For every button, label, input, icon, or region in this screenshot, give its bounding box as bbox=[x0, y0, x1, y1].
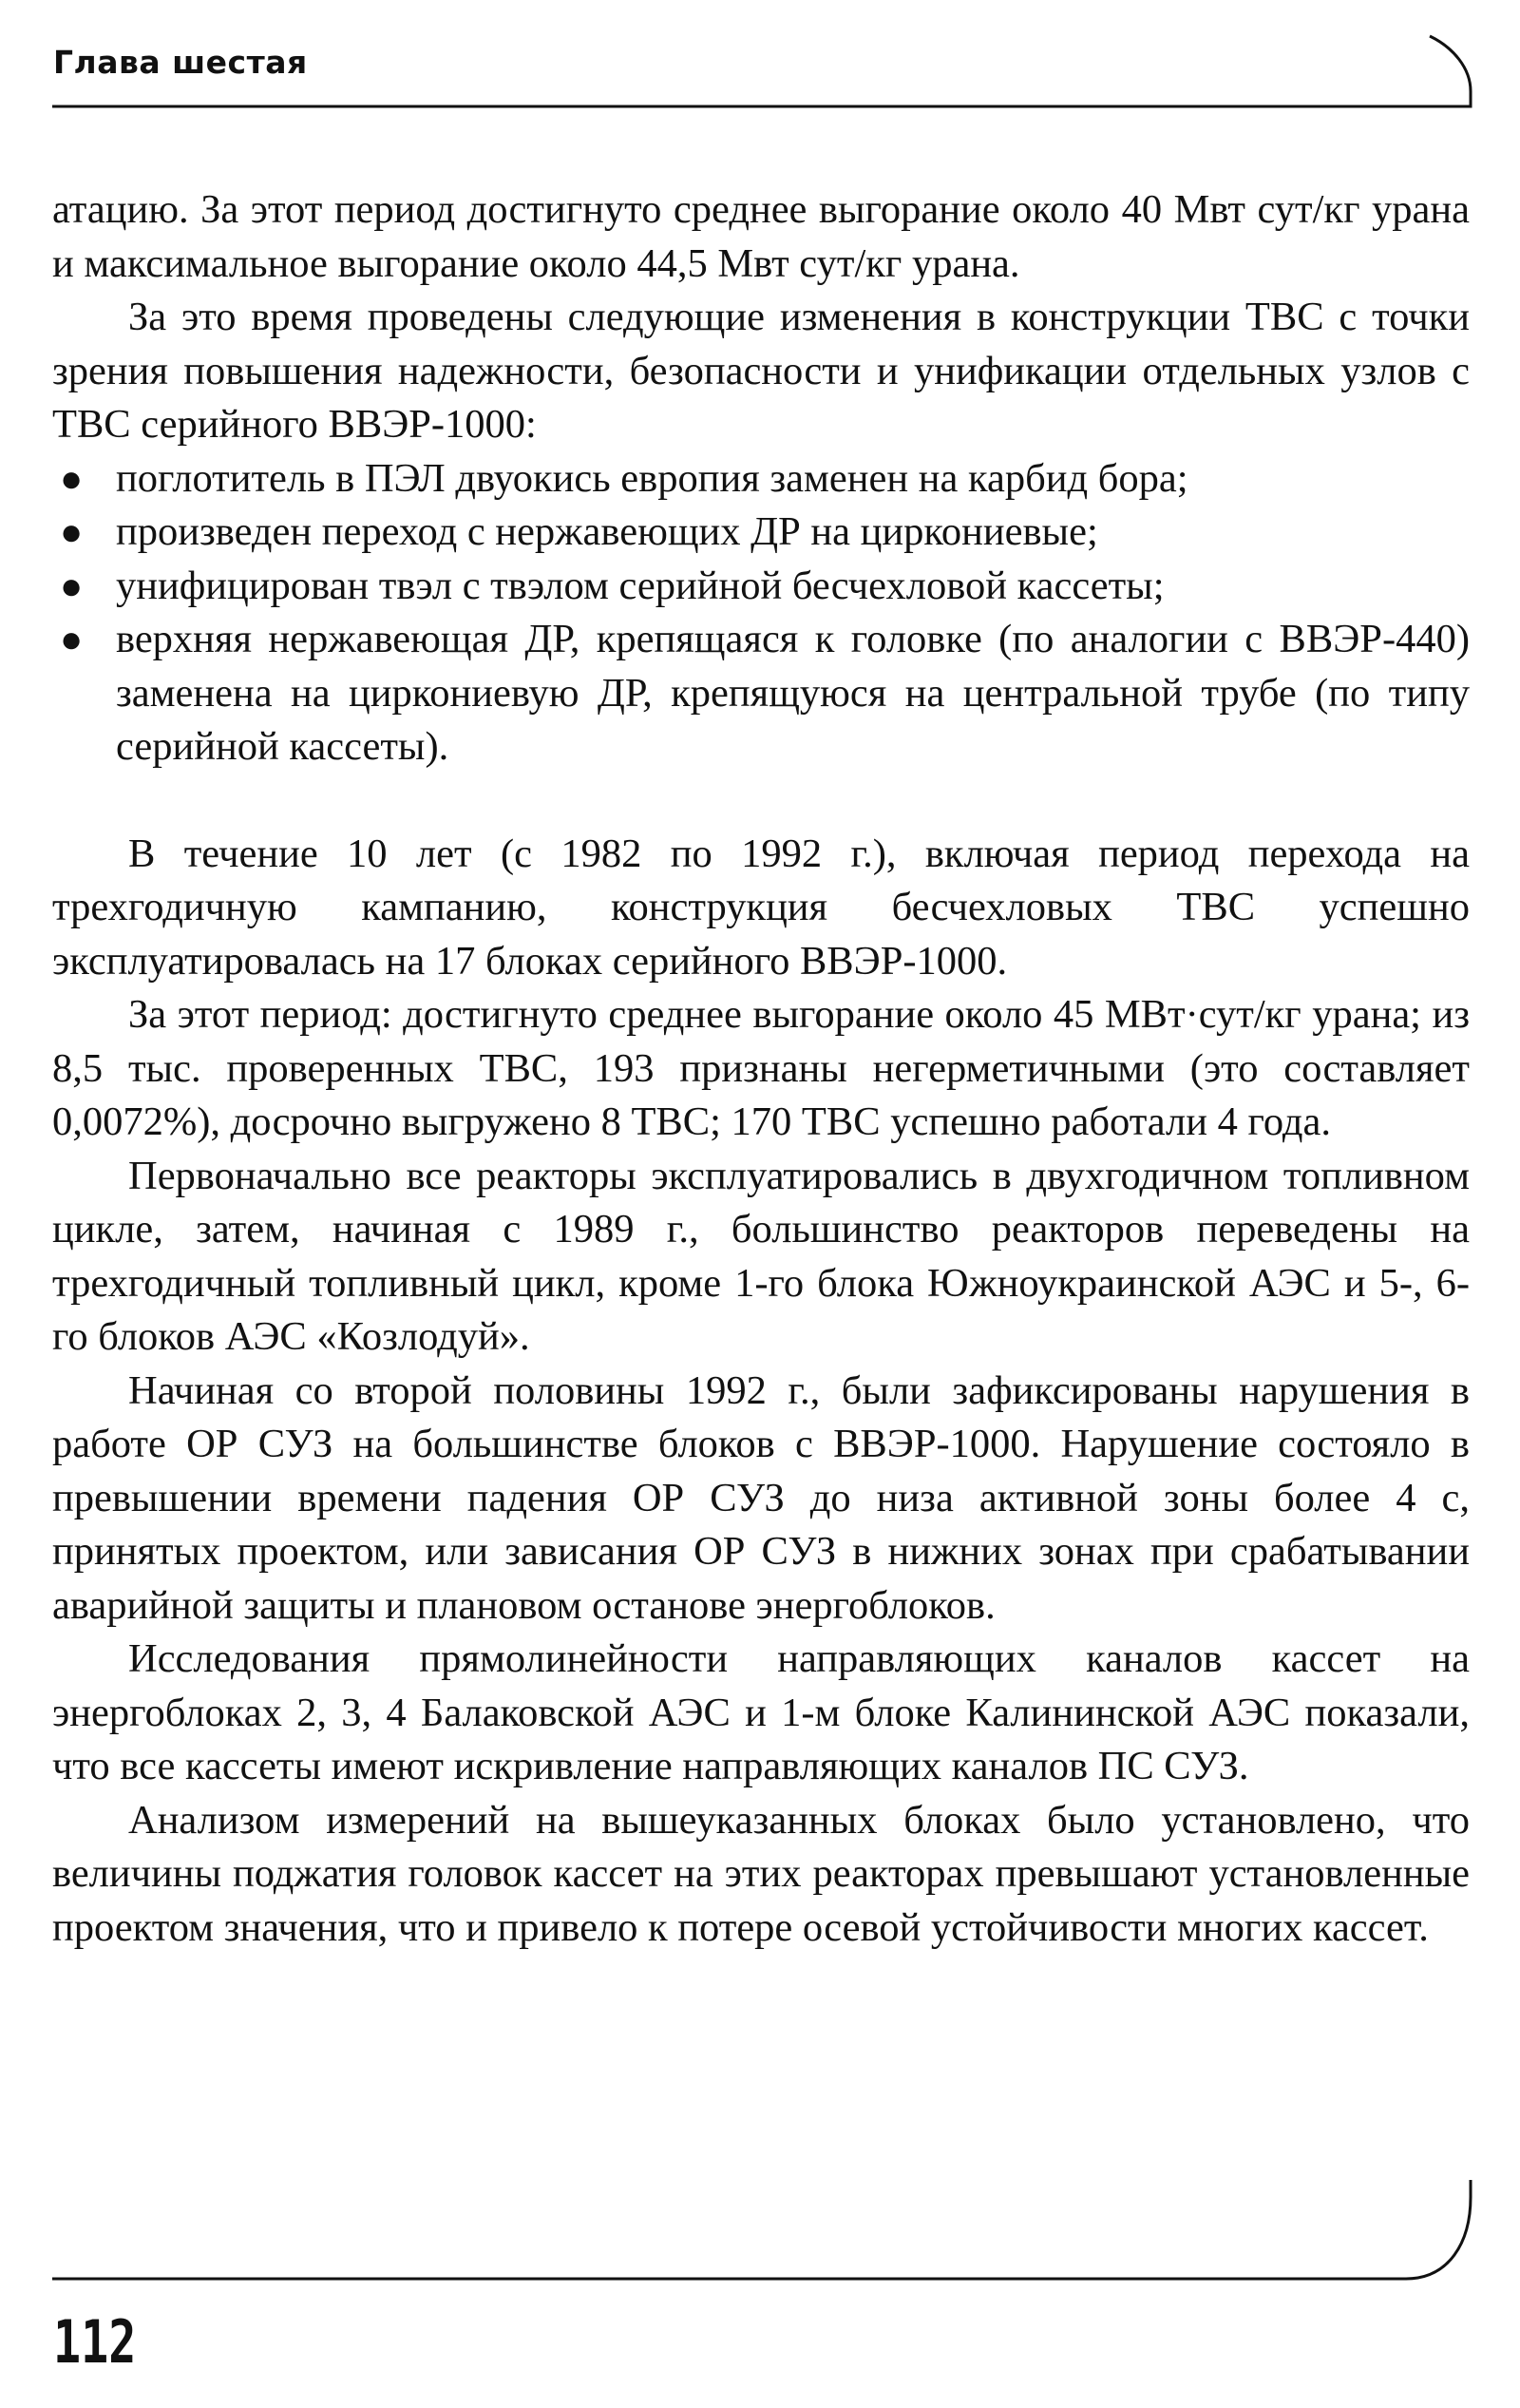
paragraph-burnup: За этот период: достигнуто среднее выгорание около 45 МВт·сут/кг урана; из 8,5 тыс. проверенных ТВС, 193 признаны негерметичными (это составляет 0,0072%), досрочно выгружено 8 ТВС; 170 ТВС успешно работали 4 года. bbox=[52, 992, 1470, 1144]
list-item bbox=[52, 506, 1470, 560]
section-gap bbox=[52, 774, 1470, 828]
paragraph-continuation: атацию. За этот период достигнуто среднее выгорание около 40 Мвт сут/кг урана и максимальное выгорание около 44,5 Мвт сут/кг урана. bbox=[52, 187, 1470, 286]
bullet-icon: ● bbox=[60, 564, 84, 607]
list-item-text: верхняя нержавеющая ДР, крепящаяся к головке (по аналогии с ВВЭР-440) заменена на циркониевую ДР, крепящуюся на центральной трубе (по типу серийной кассеты). bbox=[116, 617, 1470, 769]
list-item bbox=[52, 560, 1470, 614]
list-item-text: унифицирован твэл с твэлом серийной бесчехловой кассеты; bbox=[116, 563, 1165, 608]
changes-list bbox=[52, 452, 1470, 774]
page-number: 112 bbox=[53, 2307, 137, 2377]
list-item-text: произведен переход с нержавеющих ДР на циркониевые; bbox=[116, 509, 1098, 554]
list-item bbox=[52, 613, 1470, 774]
bullet-icon: ● bbox=[60, 510, 84, 553]
paragraph-ten-years: В течение 10 лет (с 1982 по 1992 г.), включая период перехода на трехгодичную кампанию, конструкция бесчехловых ТВС успешно эксплуатировалась на 17 блоках серийного ВВЭР-1000. bbox=[52, 831, 1470, 984]
page-body bbox=[52, 183, 1470, 1955]
paragraph-analysis: Анализом измерений на вышеуказанных блоках было установлено, что величины поджатия головок кассет на этих реакторах превышают установленные проектом значения, что и привело к потере осевой устойчивости многих кассет. bbox=[52, 1797, 1470, 1950]
list-item bbox=[52, 452, 1470, 506]
bullet-icon: ● bbox=[60, 456, 84, 500]
paragraph-research: Исследования прямолинейности направляющих каналов кассет на энергоблоках 2, 3, 4 Балаковской АЭС и 1-м блоке Калининской АЭС показали, что все кассеты имеют искривление направляющих каналов ПС СУЗ. bbox=[52, 1636, 1470, 1788]
footer-rule bbox=[52, 2180, 1471, 2279]
chapter-title: Глава шестая bbox=[53, 44, 308, 81]
paragraph-fuel-cycle: Первоначально все реакторы эксплуатировались в двухгодичном топливном цикле, затем, начиная с 1989 г., большинство реакторов переведены на трехгодичный топливный цикл, кроме 1-го блока Южноукраинской АЭС и 5-, 6-го блоков АЭС «Козлодуй». bbox=[52, 1153, 1470, 1359]
list-item-text: поглотитель в ПЭЛ двуокись европия заменен на карбид бора; bbox=[116, 455, 1188, 501]
bullet-icon: ● bbox=[60, 618, 84, 660]
paragraph-violations: Начиная со второй половины 1992 г., были зафиксированы нарушения в работе ОР СУЗ на большинстве блоков с ВВЭР-1000. Нарушение состояло в превышении времени падения ОР СУЗ до низа активной зоны более 4 с, принятых проектом, или зависания ОР СУЗ в нижних зонах при срабатывании аварийной защиты и плановом останове энергоблоков. bbox=[52, 1367, 1470, 1628]
paragraph-design-changes: За это время проведены следующие изменения в конструкции ТВС с точки зрения повышения надежности, безопасности и унификации отдельных узлов с ТВС серийного ВВЭР-1000: bbox=[52, 295, 1470, 447]
